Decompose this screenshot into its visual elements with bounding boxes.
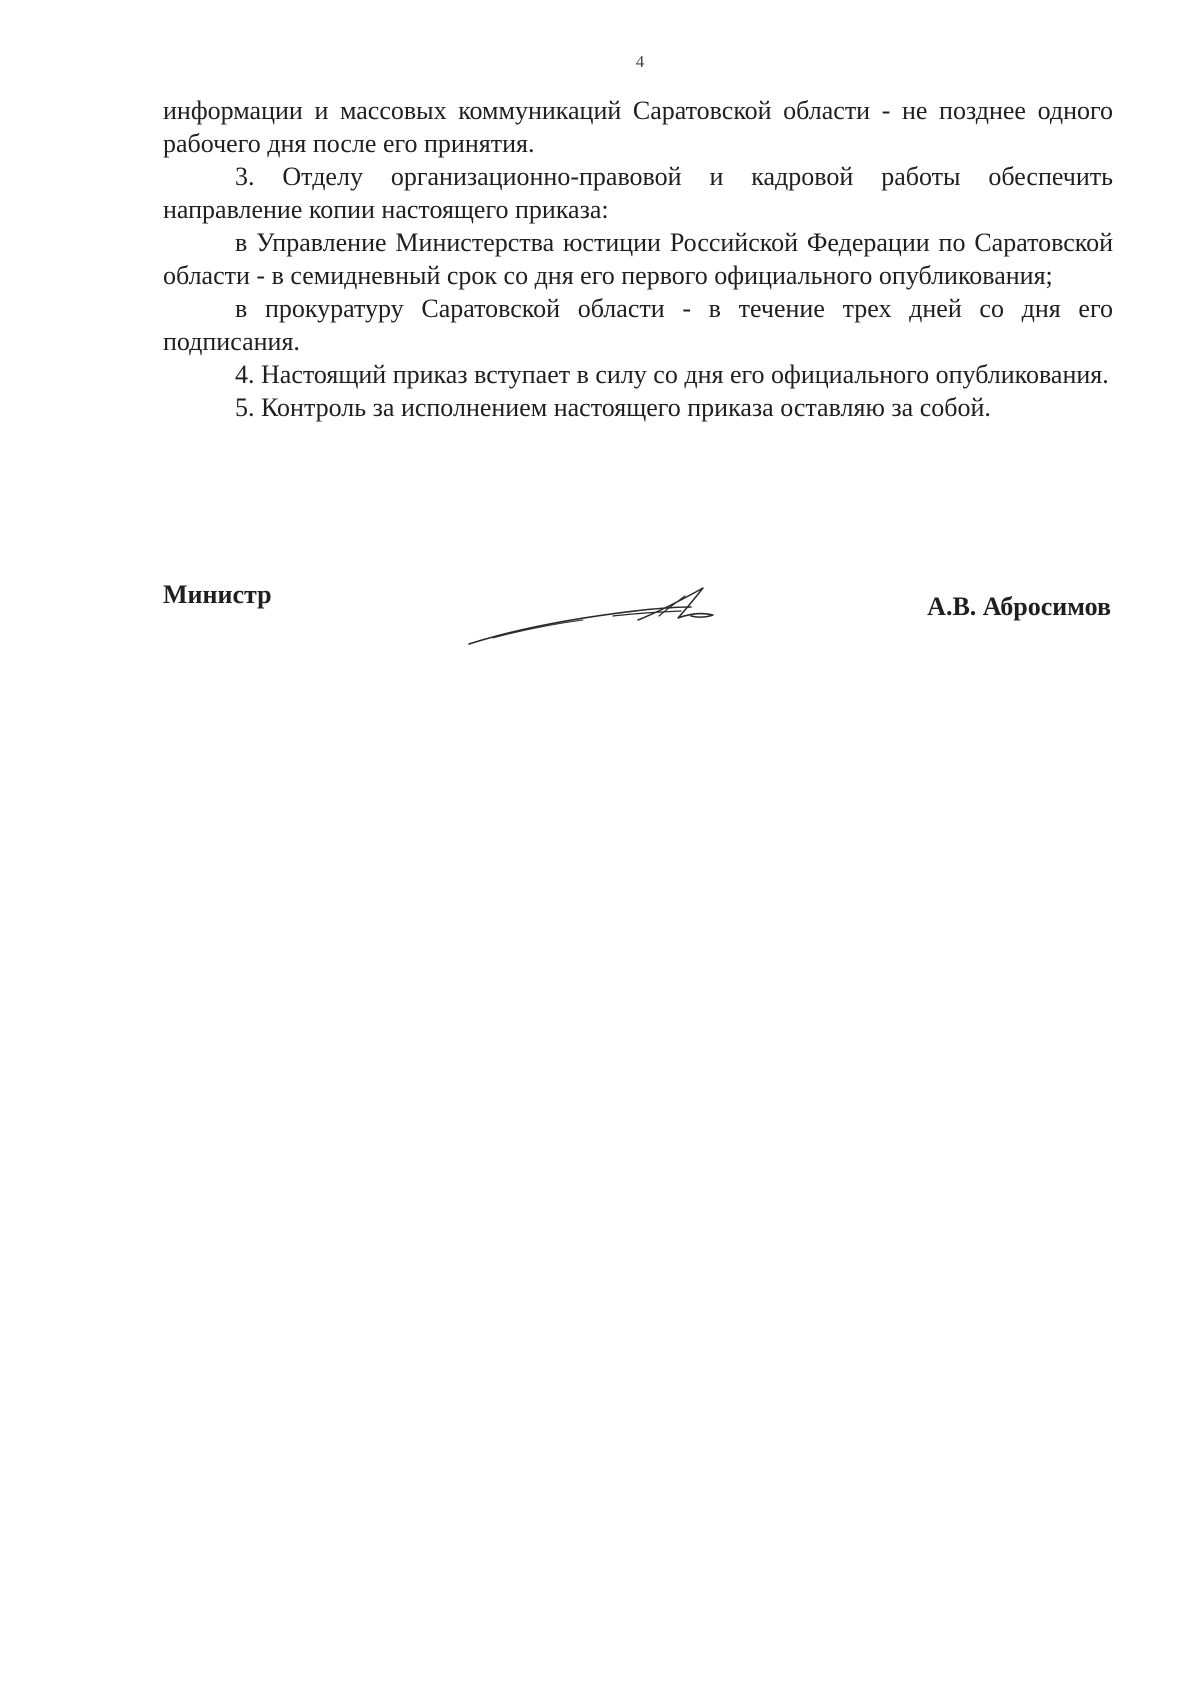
signature-stroke-cross <box>659 596 685 616</box>
signature-stroke-tail <box>493 620 583 638</box>
paragraph-item-3-justice: в Управление Министерства юстиции Российской Федерации по Саратовской области - в семидневный срок со дня его первого официального опубликования; <box>163 228 1113 290</box>
signatory-title: Министр <box>163 580 272 609</box>
document-body <box>163 94 1113 424</box>
handwritten-signature <box>463 574 743 654</box>
paragraph-item-3-prosecutor: в прокуратуру Саратовской области - в течение трех дней со дня его подписания. <box>163 294 1113 356</box>
signature-block <box>163 580 1113 660</box>
paragraph-item-5: 5. Контроль за исполнением настоящего приказа оставляю за собой. <box>235 393 991 422</box>
signature-stroke-loop <box>638 588 713 620</box>
paragraph-continuation: информации и массовых коммуникаций Саратовской области - не позднее одного рабочего дня после его принятия. <box>163 96 1113 158</box>
signatory-name: А.В. Абросимов <box>927 592 1111 621</box>
paragraph-item-4: 4. Настоящий приказ вступает в силу со дня его официального опубликования. <box>235 360 1109 389</box>
paragraph-item-3: 3. Отделу организационно-правовой и кадровой работы обеспечить направление копии настоящего приказа: <box>163 162 1113 224</box>
page-number: 4 <box>635 52 645 71</box>
